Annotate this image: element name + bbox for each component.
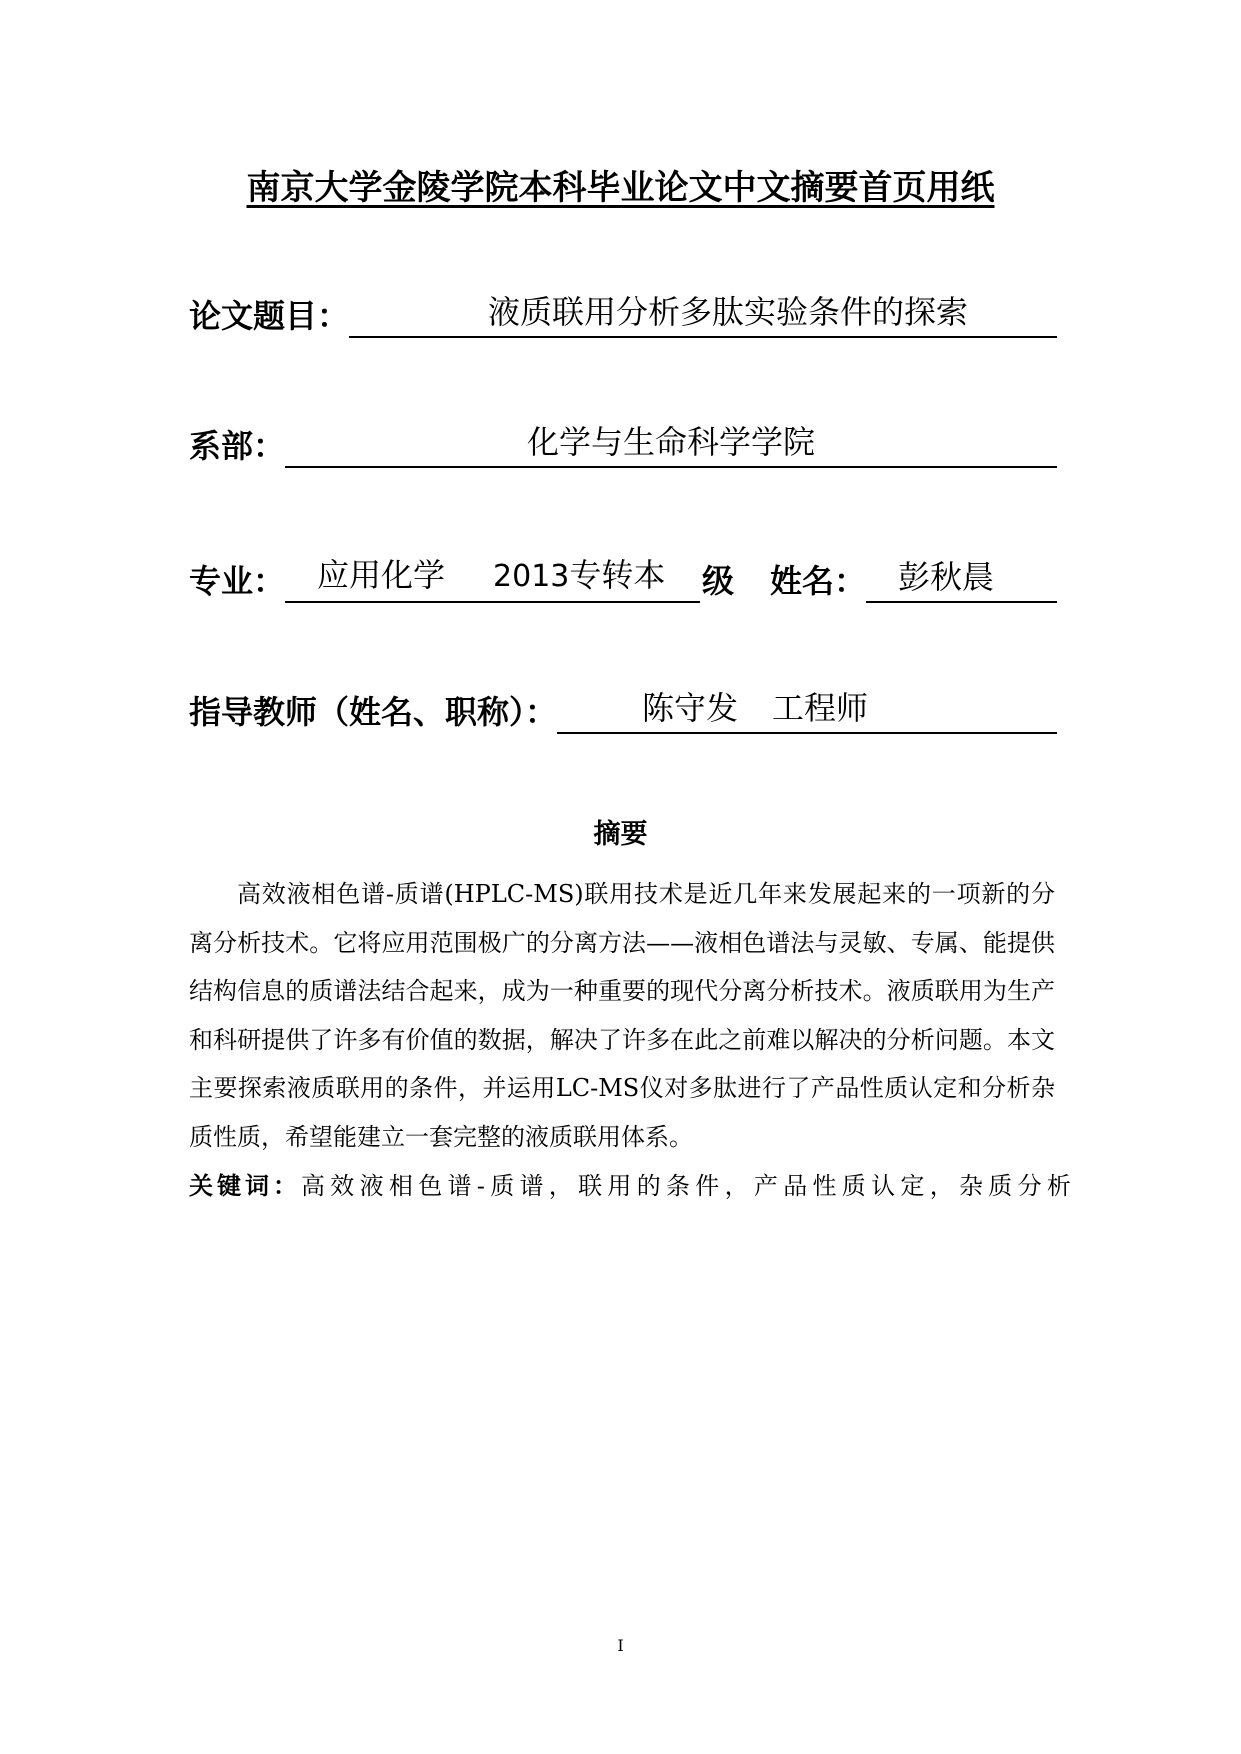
thesis-title-field	[189, 290, 1057, 338]
keywords-line	[189, 1162, 1077, 1210]
abstract-heading: 摘要	[593, 819, 648, 850]
keywords-label: 关键词：	[189, 1172, 301, 1200]
department-field	[189, 420, 1057, 468]
keywords-value: 高效液相色谱-质谱，联用的条件，产品性质认定，杂质分析	[301, 1172, 1077, 1200]
department-value: 化学与生命科学学院	[285, 420, 1057, 468]
advisor-rank: 工程师	[772, 689, 869, 727]
page-number: I	[617, 1636, 624, 1655]
thesis-title-label: 论文题目：	[189, 297, 350, 335]
major-label: 专业：	[189, 562, 286, 600]
page-title: 南京大学金陵学院本科毕业论文中文摘要首页用纸	[246, 168, 995, 208]
student-name-value: 彭秋晨	[866, 555, 1057, 603]
advisor-label: 指导教师（姓名、职称）：	[189, 693, 558, 731]
thesis-title-value: 液质联用分析多肽实验条件的探索	[349, 290, 1057, 338]
grade-label: 级	[702, 562, 735, 600]
abstract-body: 高效液相色谱-质谱(HPLC-MS)联用技术是近几年来发展起来的一项新的分离分析技术。它将应用范围极广的分离方法——液相色谱法与灵敏、专属、能提供结构信息的质谱法结合起来，成为一种重要的现代分离分析技术。液质联用为生产和科研提供了许多有价值的数据，解决了许多在此之前难以解决的分析问题。本文主要探索液质联用的条件，并运用LC-MS仪对多肽进行了产品性质认定和分析杂质性质，希望能建立一套完整的液质联用体系。	[189, 880, 1055, 1151]
major-value: 应用化学	[317, 556, 446, 594]
advisor-value-line	[557, 686, 1057, 734]
major-program: 专转本	[569, 556, 666, 594]
advisor-name: 陈守发	[642, 689, 739, 727]
major-year: 2013	[493, 559, 570, 594]
major-field	[189, 553, 1057, 603]
advisor-field	[189, 686, 1057, 734]
student-name-label: 姓名：	[770, 562, 867, 600]
department-label: 系部：	[189, 427, 286, 465]
major-value-line	[285, 553, 700, 603]
